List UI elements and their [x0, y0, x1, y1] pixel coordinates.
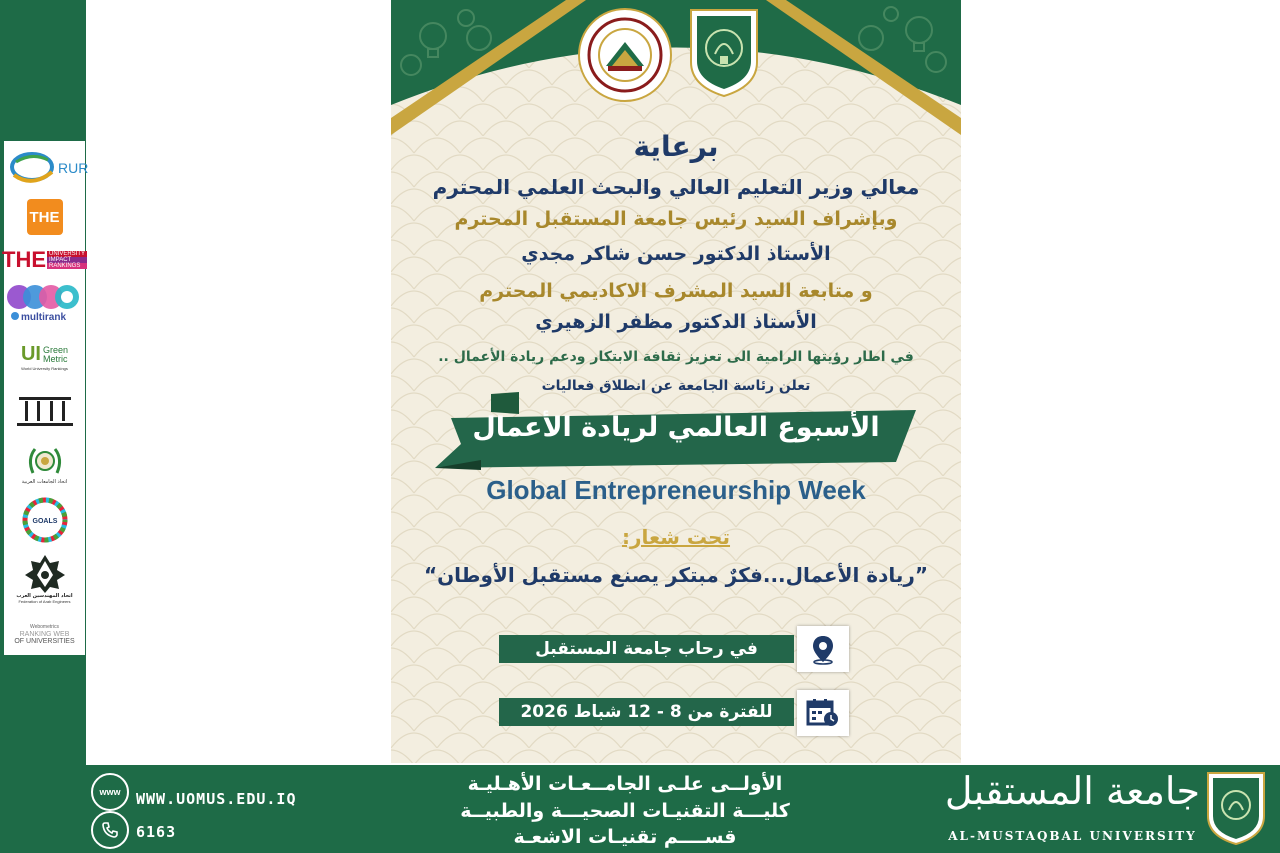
the-logo[interactable]: THE — [4, 197, 85, 237]
event-title-english: Global Entrepreneurship Week — [486, 475, 866, 505]
university-name-arabic: جامعة المستقبل — [944, 769, 1200, 813]
phone-icon[interactable] — [91, 811, 129, 849]
event-title-arabic: الأسبوع العالمي لريادة الأعمال — [472, 412, 880, 443]
svg-text:multirank: multirank — [20, 312, 66, 323]
arab-universities-logo[interactable]: اتحاد الجامعات العربية — [4, 441, 85, 489]
website-link[interactable]: WWW.UOMUS.EDU.IQ — [136, 790, 297, 808]
rur-logo[interactable] — [4, 147, 88, 187]
svg-text:GOALS: GOALS — [32, 518, 57, 525]
university-name-english: AL-MUSTAQBAL UNIVERSITY — [948, 829, 1197, 843]
announcement-line: تعلن رئاسة الجامعة عن انطلاق فعاليات — [541, 378, 811, 394]
map-pin-icon — [810, 634, 836, 664]
arab-engineers-logo[interactable]: اتحاد المهندسين العرب Federation of Arab Engineers — [4, 549, 85, 607]
footer-tagline: الأولــى علـى الجامــعـات الأهـليـة — [467, 773, 783, 795]
the-impact-logo[interactable]: THE UNIVERSITY IMPACT RANKINGS — [2, 247, 86, 272]
webometrics-logo[interactable]: Webometrics RANKING WEB OF UNIVERSITIES — [14, 623, 75, 645]
sdg-goals-logo[interactable] — [4, 497, 85, 543]
location-text: في رحاب جامعة المستقبل — [535, 639, 758, 659]
svg-text:RUR: RUR — [57, 160, 88, 176]
university-shield-logo — [687, 6, 761, 98]
followup-line: و متابعة السيد المشرف الاكاديمي المحترم — [479, 280, 873, 302]
website-icon[interactable]: www — [91, 773, 129, 811]
vision-line: في اطار رؤيتها الرامية الى تعزيز ثقافة الابتكار ودعم ريادة الأعمال .. — [438, 349, 914, 365]
date-icon-box — [797, 690, 849, 736]
footer-bar — [0, 765, 1280, 853]
ministry-logo — [578, 8, 672, 102]
university-footer-logo[interactable] — [1205, 770, 1267, 846]
sponsorship-heading: برعاية — [633, 130, 719, 163]
slogan-text: ”ريادة الأعمال...فكرٌ مبتكر يصنع مستقبل الأوطان“ — [423, 563, 929, 587]
phone-number[interactable]: 6163 — [136, 823, 177, 841]
event-poster — [391, 0, 961, 763]
footer-department: قســــم تقنيـات الاشعـة — [513, 826, 737, 848]
supervisor-name: الأستاذ الدكتور مظفر الزهيري — [535, 311, 817, 333]
calendar-clock-icon — [806, 698, 840, 728]
date-text: للفترة من 8 - 12 شباط 2026 — [520, 702, 773, 722]
minister-line: معالي وزير التعليم العالي والبحث العلمي المحترم — [432, 175, 920, 199]
location-bar — [499, 635, 794, 663]
multirank-logo[interactable] — [4, 281, 85, 323]
rankings-sidebar — [2, 141, 88, 655]
slogan-label: تحت شعار: — [621, 525, 731, 549]
greenmetric-logo[interactable]: UI Green Metric World University Rankings — [20, 343, 68, 371]
university-building-logo[interactable] — [4, 391, 85, 431]
location-icon-box — [797, 626, 849, 672]
president-name: الأستاذ الدكتور حسن شاكر مجدي — [521, 243, 831, 265]
footer-college: كليـــة التقنيـات الصحيـــة والطبيــة — [460, 800, 790, 822]
supervision-line: وبإشراف السيد رئيس جامعة المستقبل المحترم — [454, 208, 898, 230]
date-bar — [499, 698, 794, 726]
